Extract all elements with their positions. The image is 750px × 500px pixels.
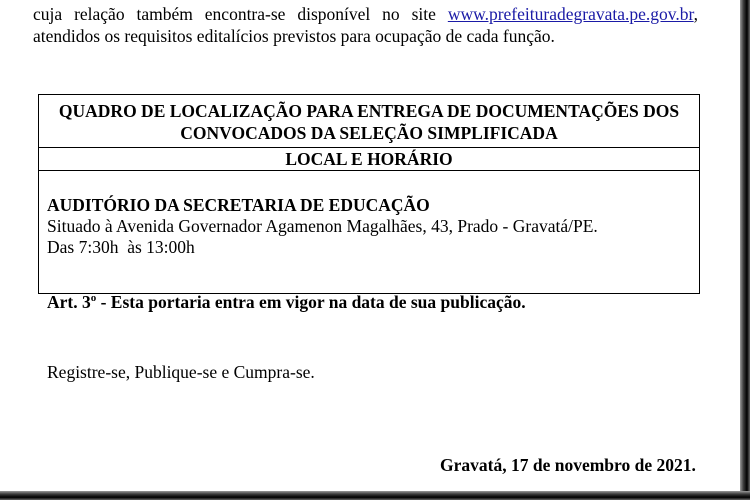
intro-line-1-suffix: , — [693, 4, 698, 24]
site-link[interactable]: www.prefeituradegravata.pe.gov.br — [447, 4, 694, 24]
location-hours: Das 7:30h às 13:00h — [47, 237, 195, 257]
article-text: - Esta portaria entra em vigor na data de sua publicação. — [96, 292, 526, 312]
intro-line-1 — [33, 3, 698, 25]
article-label: Art. 3 — [47, 292, 91, 312]
signature-date: Gravatá, 17 de novembro de 2021. — [440, 455, 696, 475]
table-title-cell — [39, 95, 700, 148]
page-edge-right — [740, 0, 750, 500]
closing-formula: Registre-se, Publique-se e Cumpra-se. — [47, 362, 315, 382]
intro-line-2: atendidos os requisitos editalícios previstos para ocupação de cada função. — [33, 26, 555, 46]
page-edge-bottom — [0, 491, 750, 500]
location-name: AUDITÓRIO DA SECRETARIA DE EDUCAÇÃO — [47, 195, 430, 215]
table-title-line-1: QUADRO DE LOCALIZAÇÃO PARA ENTREGA DE DOCUMENTAÇÕES DOS — [58, 101, 680, 121]
local-horario-header: LOCAL E HORÁRIO — [39, 148, 700, 171]
article-3 — [47, 292, 526, 313]
table-title-line-2: CONVOCADOS DA SELEÇÃO SIMPLIFICADA — [180, 123, 558, 143]
location-address: Situado à Avenida Governador Agamenon Magalhães, 43, Prado - Gravatá/PE. — [47, 216, 598, 236]
location-details-cell — [39, 171, 700, 294]
location-table — [38, 94, 700, 294]
intro-line-1-prefix: cuja relação também encontra-se disponível no site — [33, 4, 448, 24]
article-ordinal: o — [90, 292, 97, 305]
